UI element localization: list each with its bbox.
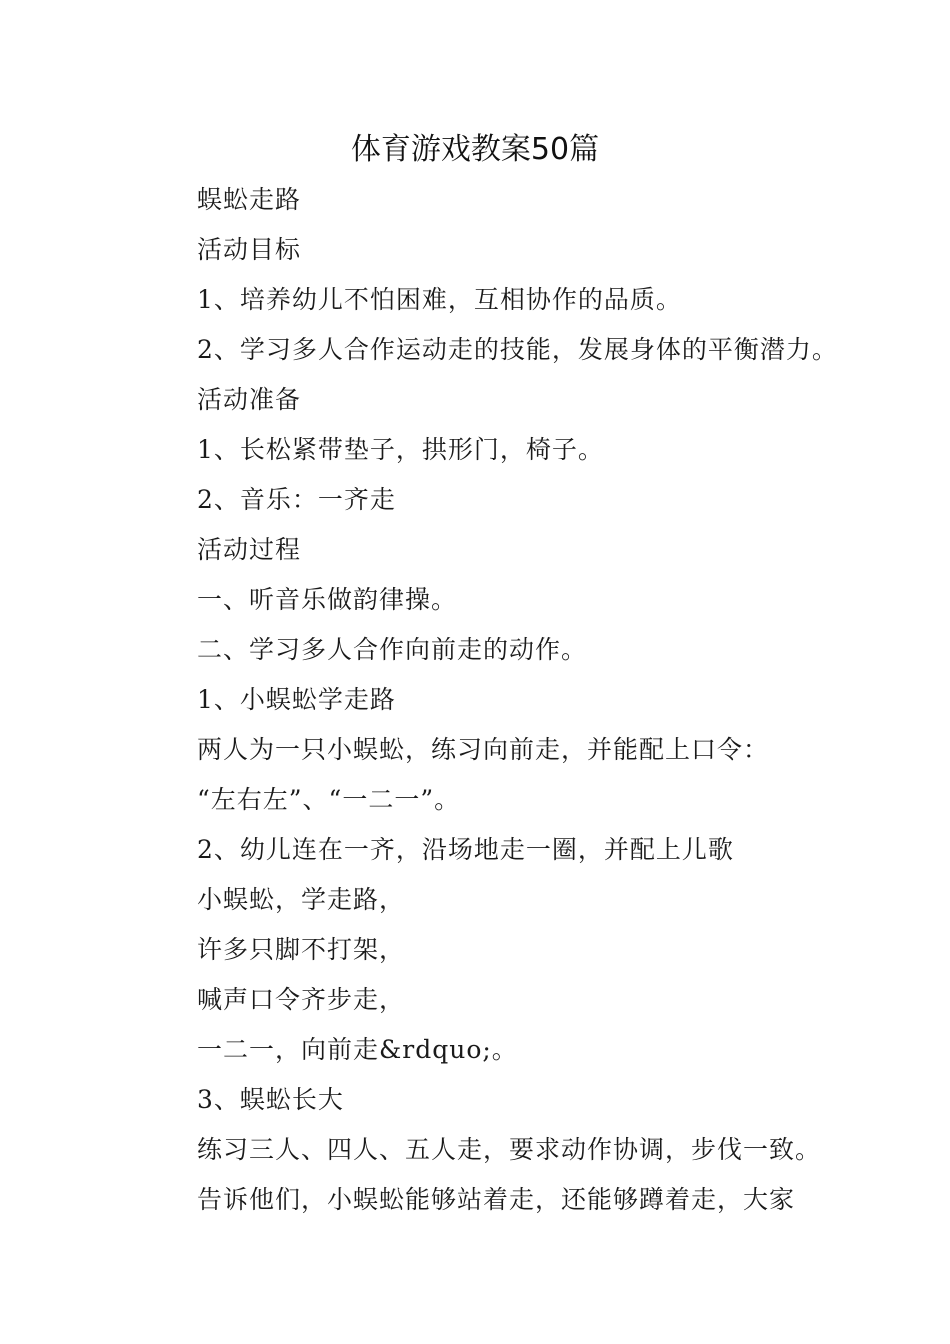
paragraph-line: 二、学习多人合作向前走的动作。 [197, 635, 588, 664]
paragraph-line: 2、音乐：一齐走 [197, 485, 396, 514]
paragraph-line: 2、幼儿连在一齐，沿场地走一圈，并配上儿歌 [197, 835, 734, 864]
subheading: 活动过程 [197, 535, 302, 564]
section-heading: 蜈蚣走路 [197, 185, 302, 214]
paragraph-line: 两人为一只小蜈蚣，练习向前走，并能配上口令： [197, 735, 770, 764]
paragraph-line: 告诉他们，小蜈蚣能够站着走，还能够蹲着走，大家 [197, 1185, 796, 1214]
subheading: 活动准备 [197, 385, 302, 414]
paragraph-line: 1、长松紧带垫子，拱形门，椅子。 [197, 435, 604, 464]
paragraph-line: 1、培养幼儿不怕困难，互相协作的品质。 [197, 285, 682, 314]
song-line: 许多只脚不打架， [197, 935, 406, 964]
paragraph-line: 一、听音乐做韵律操。 [197, 585, 458, 614]
song-line: 一二一，向前走&rdquo;。 [197, 1035, 518, 1064]
song-line: 喊声口令齐步走， [197, 985, 406, 1014]
paragraph-line: 3、蜈蚣长大 [197, 1085, 344, 1114]
paragraph-line: “左右左”、“一二一”。 [197, 785, 461, 814]
subheading: 活动目标 [197, 235, 302, 264]
document-body [197, 180, 837, 1230]
paragraph-line: 2、学习多人合作运动走的技能，发展身体的平衡潜力。 [197, 335, 838, 364]
song-line: 小蜈蚣，学走路， [197, 885, 406, 914]
document-title: 体育游戏教案50篇 [350, 132, 600, 167]
paragraph-line: 1、小蜈蚣学走路 [197, 685, 396, 714]
paragraph-line: 练习三人、四人、五人走，要求动作协调，步伐一致。 [197, 1135, 822, 1164]
